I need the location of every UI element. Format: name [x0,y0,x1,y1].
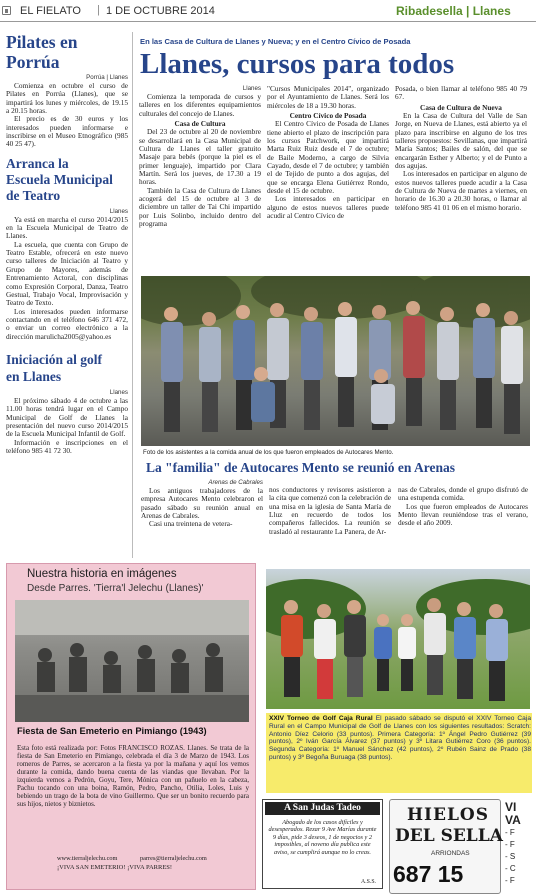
golf-torneo-body: El pasado sábado se disputó el XXIV Torneo Caja Rural en el Campo Municipal de Golf de Llanes con los siguientes resultados: Scratch: Antonio Díez Celorio (33 puntos). Primera Categoría: 1º Ángel Pedro Gutiérrez (39 puntos), 2º Iván García Álvarez (37 puntos) y 3º Litara Gutiérrez Coro (36 puntos). Segunda Categoría: 1º Manuel Sánchez (42 puntos), 2º Rubén Sainz de Prado (38 puntos) y 3º Begoña Buruaga (38 puntos). [269,715,531,761]
teatro-p2: La escuela, que cuenta con Grupo de Teatro Estable, ofrecerá en este nuevo curso talleres de Iniciación al Teatro y Grupo de Mayores, además de Entrenamiento Actoral, con disciplinas como Expresión Corporal, Danza, Teatro Gestual, Trabajo Vocal, Improvisación y Teatro de Texto. [6,239,128,308]
mento-c1b: Casi una treintena de vetera- [149,519,233,529]
golf-group-illustration [266,569,530,709]
cursos-byline: Llanes [242,85,261,92]
golf-ini-headline [6,351,128,385]
hielos-line1: HIELOS [407,805,490,825]
historia-footer: ¡VIVA SAN EMETERIO! ¡VIVA PARRES! [57,864,173,871]
hielos-side-label2: VA [505,813,521,827]
mento-caption: Foto de los asistentes a la comida anual de los que fueron empleados de Autocares Mento. [143,449,394,456]
teatro-title-l3: de Teatro [6,187,61,203]
cursos-c3-p2: En la Casa de Cultura del Valle de San Jorge, en Nueva de Llanes, está abierto ya el plazo para inscribirse en alguno de los tres talleres propuestos: Sevillanas, que impartirá María Santos; Bailes de salón, del que se encargarán Esther y Alberto; y el de Punto a dos agujas. [395,111,527,171]
golf-ini-p1: El próximo sábado 4 de octubre a las 11.00 horas tendrá lugar en el Campo Municipal de Golf de Llanes la presentación del nuevo curso 2014/2015 de la Escuela Municipal Infantil de Golf. [6,395,128,439]
cursos-c1-p3: También la Casa de Cultura de Llanes acogerá del 15 de octubre al 3 de diciembre un taller de Tai Chi impartido por Luis Solinbo, incluido dentro del programa [139,185,261,229]
page-header [0,0,536,22]
teatro-p1: Ya está en marcha el curso 2014/2015 en la Escuela Municipal de Teatro de Llanes. [6,214,128,241]
judas-title: A San Judas Tadeo [265,802,380,815]
hielos-side-label: VI [505,800,517,814]
old-picnic-illustration [15,600,249,722]
cursos-c3-p1: Posada, o bien llamar al teléfono 985 40 79 67. [395,84,527,102]
hielos-line2: DEL SELLA [395,826,503,846]
pilates-article [6,32,128,149]
issue-date: 1 DE OCTUBRE 2014 [106,5,215,17]
pilates-title-l1: Pilates en [6,32,78,52]
golf-ini-byline: Llanes [109,388,128,396]
hielos-phone: 687 15 [393,861,464,887]
left-column [6,32,128,455]
cursos-c2-p3: Los interesados en participar en alguno de estos nuevos talleres puede acudir al Centro Cívico de [267,194,389,221]
group-people-illustration [141,276,530,446]
paper-logo-icon [2,6,11,15]
pilates-headline [6,32,128,72]
cursos-c2-sub: Centro Cívico de Posada [289,111,367,121]
historia-web: www.tierraljelechu.com [57,855,118,862]
mento-c3: nas de Cabrales, donde el grupo disfrutó de una estupenda comida. [398,485,528,503]
teatro-headline [6,156,128,204]
mento-c2: nos conductores y revisores asistieron a la cita que comenzó con la celebración de una misa en la iglesia de Santa María de Lluz en recuerdo de todos los compañeros fallecidos. La reunión se trasladó al restaurante La Panera, de Ar- [269,485,391,536]
mento-c1: Los antiguos trabajadores de la empresa Autocares Mento celebraron el pasado sábado su reunión anual en Arenas de Cabrales. [141,486,263,521]
cursos-c3-sub: Casa de Cultura de Nueva [420,102,502,112]
paper-name: EL FIELATO [20,5,81,17]
golf-ini-p2: Información e inscripciones en el teléfono 985 41 72 30. [6,437,128,455]
hielos-side-item-3: - S [505,852,516,861]
mento-col3 [398,486,528,528]
cursos-kicker: En las Casa de Cultura de Llanes y Nueva; y en el Centro Cívico de Posada [140,37,411,46]
hielos-ad [389,799,536,894]
cursos-col2 [267,85,389,221]
column-rule [132,32,133,558]
cursos-headline: Llanes, cursos para todos [140,48,455,80]
historia-email: parres@tierraljelechu.com [140,855,207,862]
mento-col1 [141,479,263,529]
cursos-c3-p3: Los interesados en participar en alguno de estos nuevos talleres puede acudir a la Casa de Cultura de Nueva de martes a viernes, en horario de 16.30 a 20.30 horas, o llamar al teléfono 985 41 01 06 en el mismo horario. [395,169,527,212]
golf-ini-title-l1: Iniciación al golf [6,351,103,367]
judas-box [262,799,383,889]
judas-sign: A.S.S. [361,879,376,885]
teatro-p3: Los interesados pueden informarse contactando en el teléfono 646 371 472, o enviar un correo electrónico a la dirección marulicha2005@yahoo.es [6,306,128,341]
mento-group-photo [141,276,530,446]
cursos-c2-p1: "Cursos Municipales 2014", organizado por el Ayuntamiento de Llanes. Será los miércoles de 18 a 19.30 horas. [267,84,389,110]
teatro-byline: Llanes [109,207,128,215]
historia-photo [15,600,249,722]
golf-torneo-title: XXIV Torneo de Golf Caja Rural [269,715,373,722]
cursos-col1 [139,85,261,229]
teatro-title-l1: Arranca la [6,155,69,171]
judas-text: Abogado de los casos difíciles y desesperados. Rezar 9 Ave Marías durante 9 días, pide 3 deseos, 1 de negocios y 2 imposibles, al noveno día publica este aviso, se cumplirá aunque no lo creas. [268,819,377,856]
teatro-article [6,156,128,341]
golf-ini-article [6,351,128,455]
mento-byline: Arenas de Cabrales [208,479,263,486]
cursos-col3 [395,85,527,212]
mento-headline: La "familia" de Autocares Mento se reunió en Arenas [146,460,455,475]
mento-col2 [269,486,391,536]
golf-ini-title-l2: en Llanes [6,368,62,384]
historia-text: Esta foto está realizada por: Fotos FRANCISCO ROZAS. Llanes. Se trata de la fiesta de San Emeterio en Pimiango, celebrada el día 3 de Marzo de 1943. Los romeros de Parres, se acercaron a la fiesta ya por la mañana y aquí los vemos durante la comida, dando buena cuenta de las viandas que llevaban. Por la izquierda vemos a Pedrón, Goyu, Tere, Mónica con un pañuelo en la cabeza, Pachu tocando con una boina, Ramón, Pedro, Pancho, Otilia, Loles, Luis y bebiendo un trago de la bota de vino Guillermo. Que ser un bonito recuerdo para sus hijos, nietos y biznietos. [17,744,249,808]
historia-title: Nuestra historia en imágenes [27,568,177,580]
hielos-side-item-4: - C [505,864,516,873]
pilates-p1: Comienza en octubre el curso de Pilates en Porrúa (Llanes), que se impartirá los lunes y miércoles, de 19.15 a 20.15 horas. [6,81,128,116]
golf-torneo-photo [266,569,530,709]
golf-torneo-caption [269,715,531,762]
section-name: Ribadesella | Llanes [396,4,511,18]
cursos-c1-p2: Del 23 de octubre al 20 de noviembre se desarrollará en la Casa Municipal de Cultura de Llanes el taller gratuito Masaje para bebés (porque la piel es el primer lenguaje), impartido por Clara Martín. Será los jueves, de 17.30 a 19 horas. [139,127,261,187]
mento-c3b: Los que fueron empleados de Autocares Mento llevan reuniéndose tras el verano, desde el año 2009. [398,501,528,528]
hielos-place: ARRIONDAS [431,850,470,857]
historia-photo-title: Fiesta de San Emeterio en Pimiango (1943) [17,726,207,736]
hielos-side [505,801,535,887]
hielos-side-item-5: - F [505,876,515,885]
teatro-title-l2: Escuela Municipal [6,171,113,187]
historia-box [6,563,256,890]
cursos-c1-sub: Casa de Cultura [174,119,226,129]
cursos-c2-p2: El Centro Cívico de Posada de Llanes tiene abierto el plazo de inscripción para los cursos Patchwork, que impartirá Marta Ruiz Ruiz desde el 7 de octubre; de Baile Moderno, a cargo de Silvia Cayado, desde el 7 de octubre; y también el de Tejido de punto a dos agujas, del que se encarga Elena Gutiérrez Rondo, desde el 15 de octubre. [267,119,389,196]
hielos-side-item-1: - F [505,828,515,837]
header-divider: | [97,4,100,16]
pilates-p2: El precio es de 30 euros y los interesados pueden informarse e inscribirse en el Museo Etnográfico (985 40 25 47). [6,114,128,149]
cursos-c1-p1: Comienza la temporada de cursos y talleres en los diferentes equipamientos culturales del concejo de Llanes. [139,92,261,118]
historia-subtitle: Desde Parres. 'Tierra'l Jelechu (Llanes)' [27,583,204,594]
hielos-side-item-2: - F [505,840,515,849]
pilates-byline: Porrúa | Llanes [86,74,128,81]
pilates-title-l2: Porrúa [6,52,60,72]
